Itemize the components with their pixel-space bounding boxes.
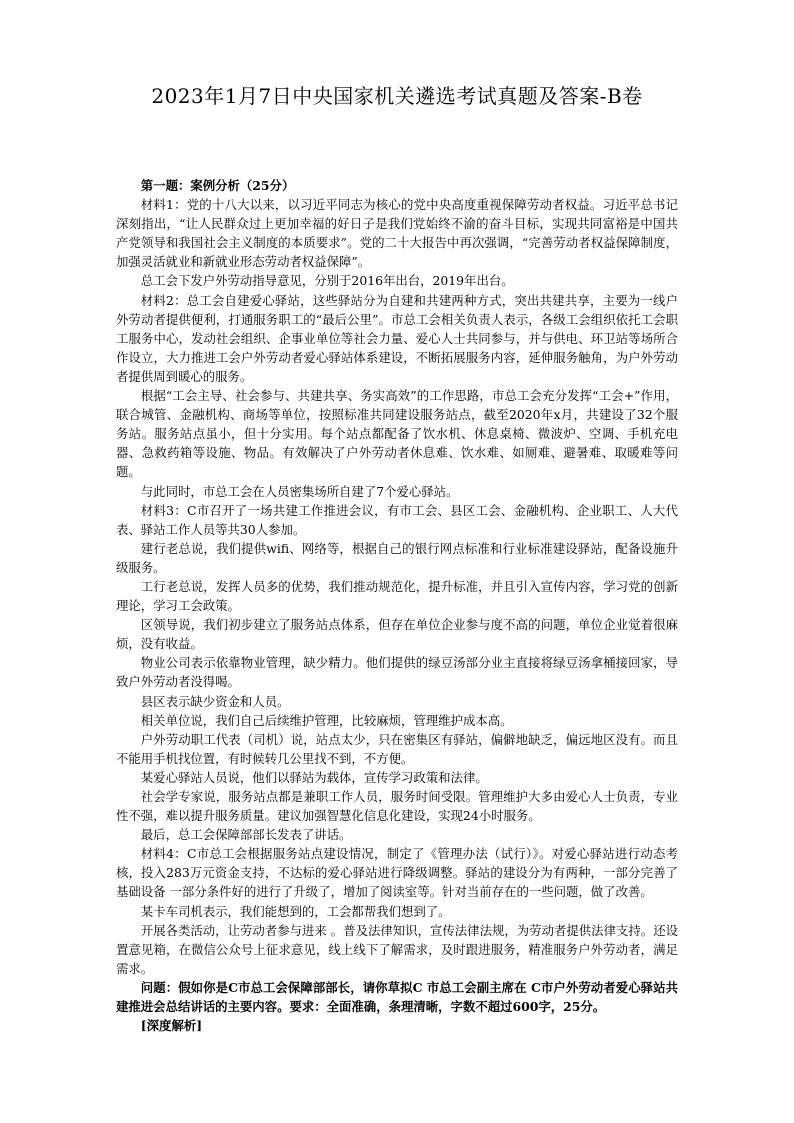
paragraph: 根据“工会主导、社会参与、共建共享、务实高效”的工作思路，市总工会充分发挥“工会+”作用，联合城管、金融机构、商场等单位，按照标准共同建设服务站点，截至2020年x月，共建设了32个服务站。服务站点虽小，但十分实用。每个站点都配备了饮水机、休息桌椅、微波炉、空调、手机充电器、急救药箱等设施、物品。有效解决了户外劳动者休息难、饮水难、如厕难、避暑难、取暖难等问题。 [116, 388, 678, 480]
document-title: 2023年1月7日中央国家机关遴选考试真题及答案-B卷 [151, 84, 643, 108]
question-text: 问题：假如你是C市总工会保障部部长，请你草拟C 市总工会副主席在 C市户外劳动者爱心驿站共建推进会总结讲话的主要内容。要求：全面准确，条理清晰，字数不超过600字，25分。 [116, 979, 678, 1015]
paragraph: 物业公司表示依靠物业管理，缺少精力。他们提供的绿豆汤部分业主直接将绿豆汤拿桶接回家，导致户外劳动者没得喝。 [116, 655, 678, 690]
paragraph: 总工会下发户外劳动指导意见，分别于2016年出台，2019年出台。 [140, 273, 514, 289]
paragraph: 某爱心驿站人员说，他们以驿站为载体，宣传学习政策和法律。 [140, 769, 488, 785]
paragraph: 县区表示缺少资金和人员。 [140, 693, 290, 709]
paragraph: 社会学专家说，服务站点都是兼职工作人员，服务时间受限。管理维护大多由爱心人士负责，专业性不强，难以提升服务质量。建议加强智慧化信息化建设，实现24小时服务。 [116, 789, 678, 824]
paragraph: 最后，总工会保障部部长发表了讲话。 [140, 827, 352, 843]
paragraph: 材料1：党的十八大以来，以习近平同志为核心的党中央高度重视保障劳动者权益。习近平总书记深刻指出，“让人民群众过上更加幸福的好日子是我们党始终不渝的奋斗目标，实现共同富裕是中国共产党领导和我国社会主义制度的本质要求”。党的二十大报告中再次强调，“完善劳动者权益保障制度，加强灵活就业和新就业形态劳动者权益保障”。 [116, 197, 678, 270]
paragraph: 某卡车司机表示，我们能想到的，工会都帮我们想到了。 [140, 903, 451, 919]
paragraph: 区领导说，我们初步建立了服务站点体系，但存在单位企业参与度不高的问题，单位企业觉着很麻烦，没有收益。 [116, 617, 678, 652]
paragraph: 户外劳动职工代表（司机）说，站点太少，只在密集区有驿站，偏僻地缺乏，偏远地区没有。而且不能用手机找位置，有时候转几公里找不到，不方便。 [116, 731, 678, 766]
document-body [116, 176, 678, 1035]
section-heading: 第一题：案例分析（25分） [140, 178, 295, 193]
paragraph: 材料4：C市总工会根据服务站点建设情况，制定了《管理办法（试行）》。对爱心驿站进行动态考核，投入283万元资金支持，不达标的爱心驿站进行降级调整。驿站的建设分为有两种，一部分完善了基础设备 一部分条件好的进行了升级了，增加了阅读室等。针对当前存在的一些问题，做了改善。 [116, 846, 678, 900]
paragraph: 与此同时，市总工会在人员密集场所自建了7个爱心驿站。 [140, 483, 459, 499]
analysis-heading: [深度解析] [140, 1018, 203, 1034]
paragraph: 工行老总说，发挥人员多的优势，我们推动规范化，提升标准，并且引入宣传内容，学习党的创新理论，学习工会政策。 [116, 578, 678, 614]
paragraph: 材料3：C市召开了一场共建工作推进会议，有市工会、县区工会、金融机构、企业职工、人大代表、驿站工作人员等共30人参加。 [116, 502, 678, 537]
paragraph: 相关单位说，我们自己后续维护管理，比较麻烦，管理维护成本高。 [140, 712, 513, 728]
paragraph: 建行老总说，我们提供wifi、网络等，根据自己的银行网点标准和行业标准建设驿站，配备设施升级服务。 [116, 540, 678, 575]
paragraph: 开展各类活动，让劳动者参与进来 。普及法律知识，宣传法律法规，为劳动者提供法律支持。还设置意见箱，在微信公众号上征求意见，线上线下了解需求，及时跟进服务，精准服务户外劳动者，满足需求。 [116, 922, 678, 976]
paragraph: 材料2：总工会自建爱心驿站，这些驿站分为自建和共建两种方式，突出共建共享，主要为一线户外劳动者提供便利，打通服务职工的“最后公里”。市总工会相关负责人表示，各级工会组织依托工会职工服务中心，发动社会组织、企事业单位等社会力量、爱心人士共同参与，并与供电、环卫站等场所合作设立，大力推进工会户外劳动者爱心驿站体系建设，不断拓展服务内容，延伸服务触角，为户外劳动者提供周到暖心的服务。 [116, 292, 678, 384]
